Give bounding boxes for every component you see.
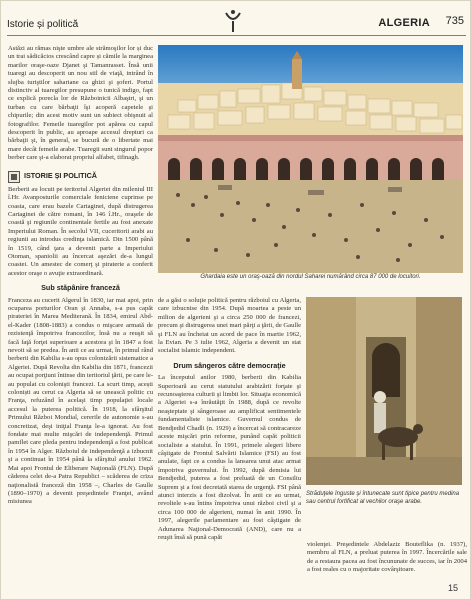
history-heading: ISTORIE ȘI POLITICĂ: [24, 171, 97, 181]
text-column-3: [307, 541, 467, 575]
tuareg-paragraph: Astăzi au rămas nişte umbre ale strămoşilor lor și duc un trai sădicăcios crescând capre și cămile la marginea marilor oraşe-oaze Djanet şi Tamanrasset. Însă unii tuaregi au descoperit un nou stil de viaţă, intrând în slujba turiştilor sahariane ca ghizi şi şoferi. Portul distinctiv al tuaregilor presupune o tunică indigo, fapt ce explică porecla lor de Războinicii Albaştri, şi un turban cu care bărbaţii îşi acoperă capetele şi chipurile; din acest motiv sunt un subiect obişnuit al fotografilor. Femeile tuaregilor pot apărea cu capul descoperit în public, au aproape accesul drepturi ca bărbaţii şi, în general, se bucură de o libertate mai mare decât femeile arabe. Tuaregii sunt singurul popor berber care şi-a elaborat propriul alfabet, tifinagh.: [8, 45, 153, 162]
text-column-1: [8, 45, 153, 507]
history-heading-row: [8, 171, 153, 183]
publisher-logo-icon: [224, 9, 242, 33]
text-column-2: [158, 297, 301, 542]
page-header: [3, 5, 470, 33]
ghardaia-photo-illustration: [158, 45, 463, 273]
french-rule-heading: Sub stăpânire franceză: [41, 283, 120, 293]
medina-caption: Străduţele înguste şi întunecate sunt tipice pentru medina sau centrul fortificat al vechilor oraşe arabe.: [306, 491, 460, 505]
country-title: ALGERIA: [378, 17, 430, 29]
footer-page-number: 15: [447, 583, 458, 593]
section-marker-icon: [8, 171, 20, 183]
bouteflika-paragraph: violenţei. Preşedintele Abdelaziz Bouteflika (n. 1937), membru al FLN, a preluat puterea în 1997. Încercările sale de a restaura pacea au fost încununate de succes, iar în 2004 a fost reales cu o majoritate covârşitoare.: [307, 541, 467, 574]
medina-photo-illustration: [306, 297, 462, 485]
democracy-heading: Drum sângeros către democraţie: [173, 360, 286, 370]
history-paragraph: Berberii au locuit pe teritoriul Algeriei din mileniul III î.Hr. Avanposturile comerciale feniciene cuprinse pe coasta, care erau bazele Cartaginei, după distrugerea Cartaginei de către romani, în 146 î.Hr., oraşele de coastă şi regiunile continentale fertile au fost anexate Imperiului Roman. În secolul VII, cuceritorii arabi au regiunii au introdus credinţa islamică. Din 1500 până în 1519, când ţara a devenit parte a Imperiului Otoman, spaniolii au încercat aşezări de-a lungul coastei. Un amestec de comerţ şi piraterie a conferit acestor oraşe o avuţie extraordinară.: [8, 185, 153, 277]
independence-paragraph: de a găsi o soluţie politică pentru războiul cu Algeria, care izbucnise din 1954. După moartea a peste un milion de algerieni şi a circa 250 000 de francezi, precum şi distrugerea unei mari părţi a ţării, de Gaulle şi FLN au încheiat un acord de pace în martie 1962, la Evian. Pe 3 iulie 1962, Algeria a devenit un stat socialist islamic independent.: [158, 297, 301, 355]
header-page-number: 735: [445, 15, 464, 27]
medina-photo: [306, 297, 462, 485]
french-rule-paragraph: Franceza au cucerit Algerul în 1830, iar mai apoi, prin ocuparea porturilor Oran şi Annaba, s-a pus capăt pirateriei în Marea Mediterană. În 1834, emirul Abd-el-Kader (1808-1883) a condus o mişcare armată de rezistenţă împotriva francezilor, însă nu a reuşit să facă faţă forţei superioare a acestora şi în 1847 a fost nevoit să se predea. În anii ce au urmat, în primul rând berberii din Kabilia s-au opus colonizării sistematice a Algeriei. După Revolta din Kabilia din 1871, francezii au ocupat porţiuni întinse din teritoriul ţării, pe care le-au populat cu colonişti francezi. La scurt timp, acești coloniști au cerut ca Algeria să se unească politic cu Franţa, refuzând în acelaşi timp populaţiei locale accesul la puterea politică. În 1918, la sfârşitul Primului Război Mondial, cererile de autonomie s-au concretizat, deşi iniţial Franţa le-a ignorat. Au fost fondate mai multe mişcări de independenţă. Primul pamflet care pleda pentru independenţă a fost publicat în 1954 în Alger. Războiul de independenţă a izbucnit şi a continuat în 1954 până la sfârşitul anului 1962. Mai apoi Frontul de Eliberare Naţională (FLN). După căderea celei de-a Patra Republici – scăderea de criza naţionalistă franceză din 1958 –, Charles de Gaulle (1890–1970) a devenit preşedintele Franţei, având misiunea: [8, 296, 154, 506]
ghardaia-caption: Ghardaia este un oraş-oază din nordul Saharei numărând circa 87 000 de locuitori.: [200, 274, 421, 280]
header-divider: [7, 35, 466, 36]
democracy-paragraph: La începutul anilor 1980, berberii din Kabilia Superioară au cerut statutului arabizării forţate şi recunoaşterea culturii şi limbii lor. Situaţia economică a Algeriei s-a înrăutăţit în 1988, după ce revolte neaşteptate şi sângeroase au amplificat sentimentele fundamentaliste islamice. Guvernul condus de Bendjedid Chadli (n. 1929) a încercat să contracareze aceste mişcări prin reforme, punând capăt politicii socialiste a statului. În 1991, primele alegeri libere câştigate de Frontul Salvării Islamice (FSI) au fost anulate, fapt ce a condus la lansarea unui atac armat împotriva guvernului. În 1992, după demisia lui Bendjedid, puterea a fost preluată de un Consiliu Suprem şi a fost decretată starea de urgenţă. FSI până atunci interzis a fost dizolvat. În anii ce au urmat, revoltele s-au întins împotriva unui război civil şi a circa 100 000 de algerieni, numai în anii 1990. În 1997, alegerile parlamentare au fost câştigate de Adunarea Naţional-Democrată (AND), care nu a reuşit însă să pună capăt: [158, 374, 301, 541]
ghardaia-photo: [158, 45, 463, 273]
section-title: Istorie și politică: [7, 19, 79, 30]
